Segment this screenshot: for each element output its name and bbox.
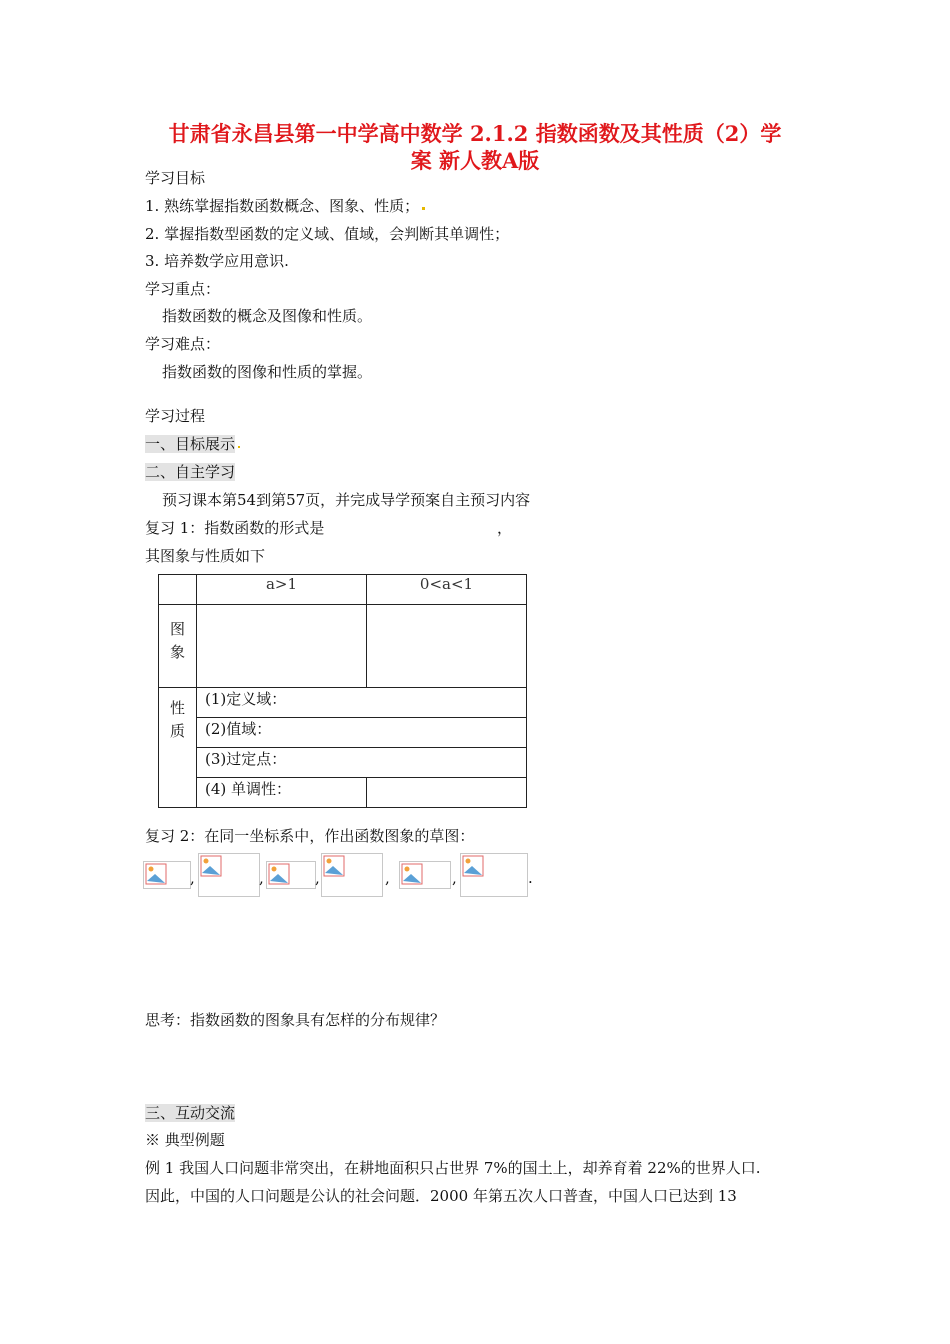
- objectives-heading: 学习目标: [145, 169, 206, 187]
- separator: ,: [190, 869, 195, 887]
- preview-text: 预习课本第54到第57页，并完成导学预案自主预习内容: [162, 491, 531, 509]
- property-range: (2)值域：: [197, 718, 527, 748]
- process-heading: 学习过程: [145, 407, 206, 425]
- separator: .: [528, 869, 533, 887]
- graph-cell-a-between-0-1: [367, 605, 527, 688]
- objective-item-2: 2. 掌握指数型函数的定义域、值域，会判断其单调性；: [145, 225, 510, 243]
- separator: ,: [315, 869, 320, 887]
- header-a-between-0-1: 0<a<1: [367, 575, 527, 605]
- objective-item-3: 3. 培养数学应用意识.: [145, 252, 289, 270]
- property-fixed-point: (3)过定点：: [197, 748, 527, 778]
- row-label-properties: 性质: [159, 688, 197, 808]
- review-1-text: 复习 1：指数函数的形式是: [145, 519, 325, 537]
- property-monotonicity-empty: [367, 778, 527, 808]
- broken-image-icon: [143, 861, 191, 889]
- mark-dot-icon: [422, 207, 425, 210]
- separator: ,: [452, 869, 457, 887]
- header-a-greater-1: a>1: [197, 575, 367, 605]
- property-monotonicity: (4) 单调性：: [197, 778, 367, 808]
- section-heading-3: 三、互动交流: [145, 1104, 236, 1122]
- review-1-text-b: 其图象与性质如下: [145, 547, 266, 565]
- examples-heading: ※ 典型例题: [145, 1131, 225, 1149]
- review-1-comma: ，: [497, 519, 513, 537]
- title-line-2: 案 新人教A版: [410, 148, 540, 173]
- objective-item-1: 1. 熟练掌握指数函数概念、图象、性质；: [145, 196, 425, 216]
- broken-image-icon: [399, 861, 451, 889]
- row-label-graph: 图象: [159, 605, 197, 688]
- separator: ,: [259, 869, 264, 887]
- document-title: [130, 120, 820, 174]
- key-points-text: 指数函数的概念及图像和性质。: [162, 307, 373, 325]
- broken-image-icon: [266, 861, 316, 889]
- table-corner-cell: [159, 575, 197, 605]
- graph-cell-a-greater-1: [197, 605, 367, 688]
- review-2-text: 复习 2：在同一坐标系中，作出函数图象的草图：: [145, 827, 475, 845]
- properties-table: [158, 574, 527, 808]
- example-1-line-2: 因此，中国的人口问题是公认的社会问题．2000 年第五次人口普查，中国人口已达到 13: [145, 1187, 737, 1205]
- broken-image-icon: [198, 853, 260, 897]
- example-1-line-1: 例 1 我国人口问题非常突出，在耕地面积只占世界 7%的国土上，却养育着 22%的世界人口.: [145, 1159, 761, 1177]
- section-heading-1: 一、目标展示: [145, 434, 240, 454]
- title-line-1: 甘肃省永昌县第一中学高中数学 2.1.2 指数函数及其性质（2）学: [168, 121, 782, 146]
- think-text: 思考：指数函数的图象具有怎样的分布规律？: [145, 1011, 446, 1029]
- broken-image-icon: [321, 853, 383, 897]
- separator: ,: [385, 869, 390, 887]
- section-heading-2: 二、自主学习: [145, 463, 236, 481]
- difficulties-heading: 学习难点：: [145, 335, 221, 353]
- mark-dot-icon: [238, 446, 240, 448]
- broken-image-icon: [460, 853, 528, 897]
- property-domain: (1)定义域：: [197, 688, 527, 718]
- key-points-heading: 学习重点：: [145, 280, 221, 298]
- difficulties-text: 指数函数的图像和性质的掌握。: [162, 363, 373, 381]
